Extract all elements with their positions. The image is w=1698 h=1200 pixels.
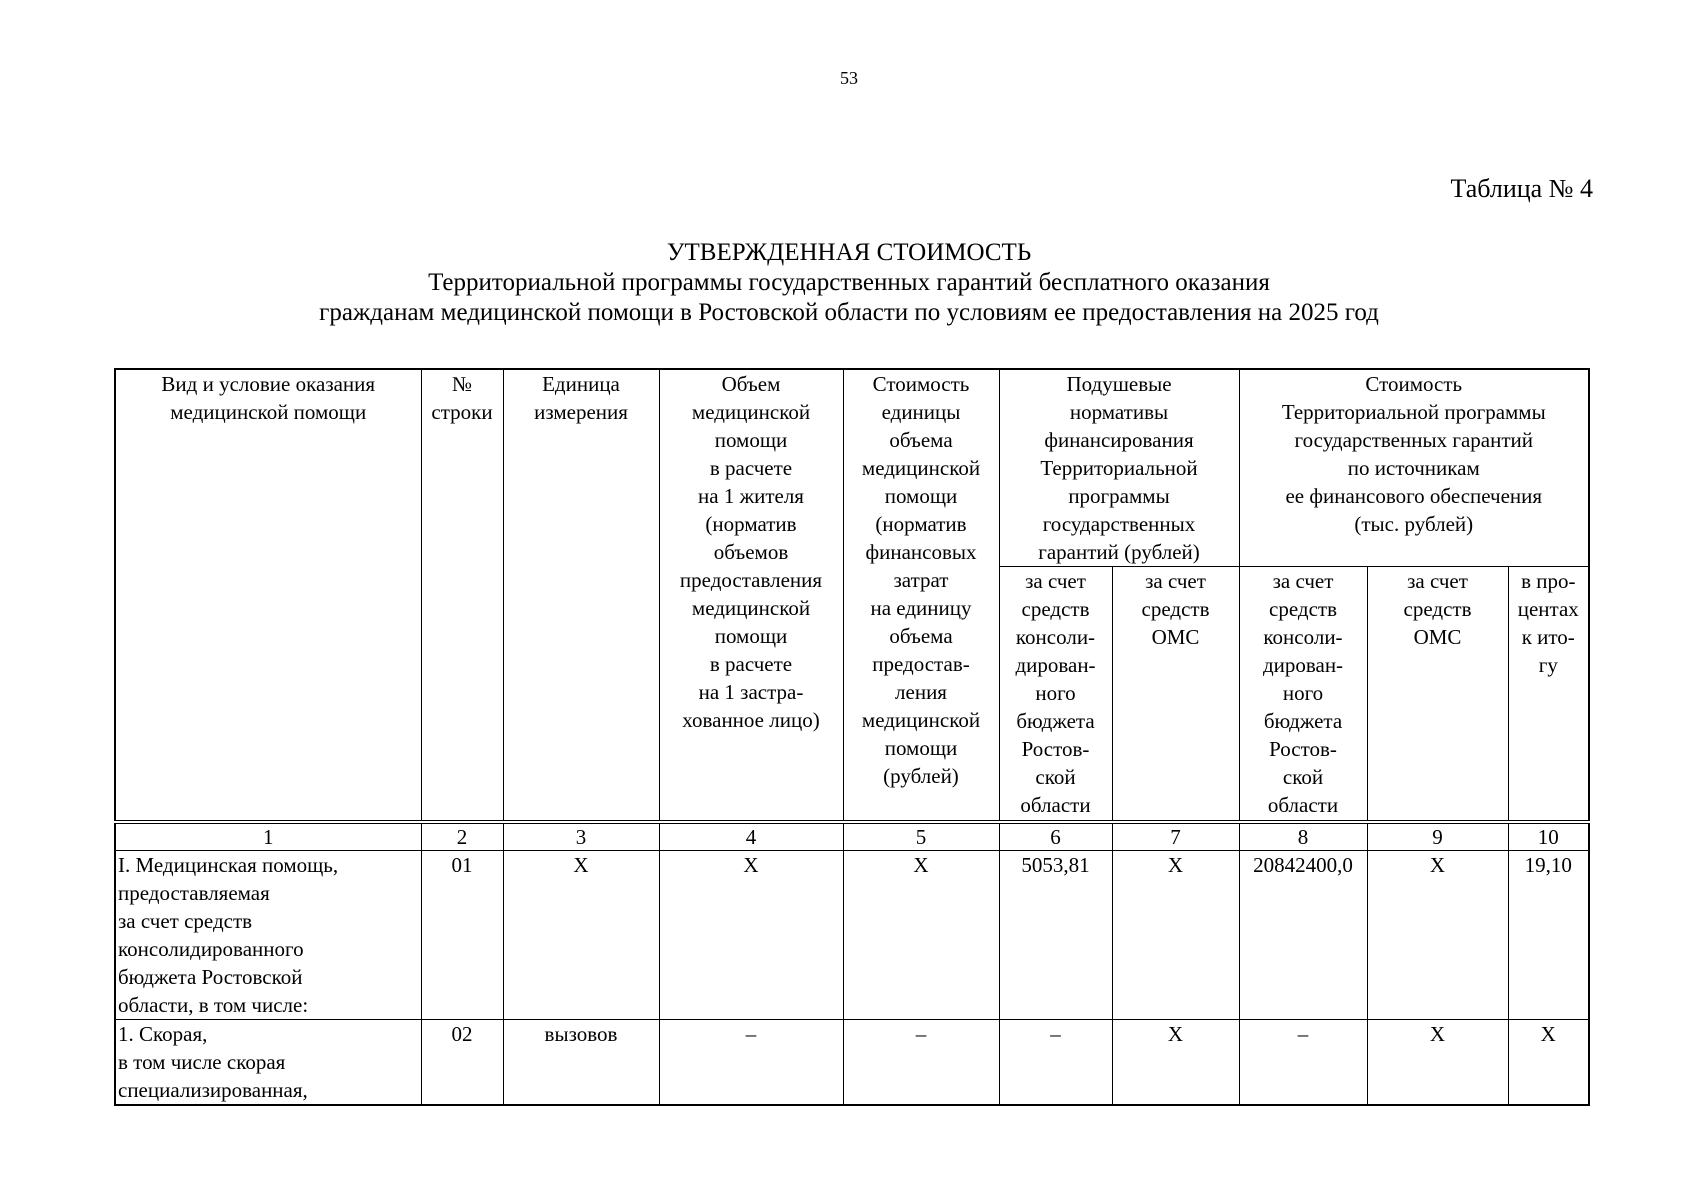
page-number: 53	[840, 68, 858, 88]
row-volume: –	[659, 1019, 843, 1105]
column-number-row	[115, 822, 1589, 851]
row-per-capita-budget: 5053,81	[999, 850, 1112, 1019]
row-unit: вызовов	[503, 1019, 659, 1105]
cost-table	[114, 368, 1590, 1106]
row-volume: X	[659, 850, 843, 1019]
header-line-number: № строки	[421, 369, 503, 822]
row-cost-budget: –	[1239, 1019, 1367, 1105]
row-per-capita-budget: –	[999, 1019, 1112, 1105]
column-number: 9	[1367, 822, 1508, 851]
header-per-capita-group: Подушевые нормативы финансирования Территориальной программы государственных гарантий (рублей)	[999, 369, 1239, 567]
row-percent: 19,10	[1508, 850, 1589, 1019]
column-number: 3	[503, 822, 659, 851]
row-unit: X	[503, 850, 659, 1019]
header-cost-oms: за счет средств ОМС	[1367, 567, 1508, 822]
row-per-capita-oms: X	[1112, 1019, 1239, 1105]
row-cost-oms: X	[1367, 1019, 1508, 1105]
row-unit-cost: –	[843, 1019, 999, 1105]
row-name: I. Медицинская помощь, предоставляемая за счет средств консолидированного бюджета Ростовской области, в том числе:	[115, 850, 421, 1019]
row-cost-oms: X	[1367, 850, 1508, 1019]
title-line-2: Территориальной программы государственных гарантий бесплатного оказания	[428, 269, 1270, 296]
header-type: Вид и условие оказания медицинской помощи	[115, 369, 421, 822]
table-row	[115, 1019, 1589, 1105]
header-unit-cost: Стоимость единицы объема медицинской помощи (норматив финансовых затрат на единицу объема предостав- ления медицинской помощи (рублей)	[843, 369, 999, 822]
column-number: 5	[843, 822, 999, 851]
column-number: 6	[999, 822, 1112, 851]
row-percent: X	[1508, 1019, 1589, 1105]
table-label: Таблица № 4	[1450, 174, 1593, 203]
header-volume: Объем медицинской помощи в расчете на 1 жителя (норматив объемов предоставления медицинской помощи в расчете на 1 застра- хованное лицо)	[659, 369, 843, 822]
row-line-number: 02	[421, 1019, 503, 1105]
header-unit: Единица измерения	[503, 369, 659, 822]
header-program-cost-group: Стоимость Территориальной программы государственных гарантий по источникам ее финансового обеспечения (тыс. рублей)	[1239, 369, 1589, 567]
header-per-capita-budget: за счет средств консоли- дирован- ного бюджета Ростов- ской области	[999, 567, 1112, 822]
header-row-top	[115, 369, 1589, 567]
column-number: 10	[1508, 822, 1589, 851]
row-name: 1. Скорая, в том числе скорая специализированная,	[115, 1019, 421, 1105]
column-number: 4	[659, 822, 843, 851]
column-number: 8	[1239, 822, 1367, 851]
column-number: 1	[115, 822, 421, 851]
column-number: 7	[1112, 822, 1239, 851]
header-percent: в про- центах к ито- гу	[1508, 567, 1589, 822]
row-unit-cost: X	[843, 850, 999, 1019]
row-cost-budget: 20842400,0	[1239, 850, 1367, 1019]
title-main: УТВЕРЖДЕННАЯ СТОИМОСТЬ	[666, 239, 1032, 266]
header-per-capita-oms: за счет средств ОМС	[1112, 567, 1239, 822]
column-number: 2	[421, 822, 503, 851]
document-title	[0, 238, 1698, 328]
row-per-capita-oms: X	[1112, 850, 1239, 1019]
row-line-number: 01	[421, 850, 503, 1019]
table-row	[115, 850, 1589, 1019]
title-line-3: гражданам медицинской помощи в Ростовской области по условиям ее предоставления на 2025 год	[319, 299, 1379, 326]
header-cost-budget: за счет средств консоли- дирован- ного бюджета Ростов- ской области	[1239, 567, 1367, 822]
